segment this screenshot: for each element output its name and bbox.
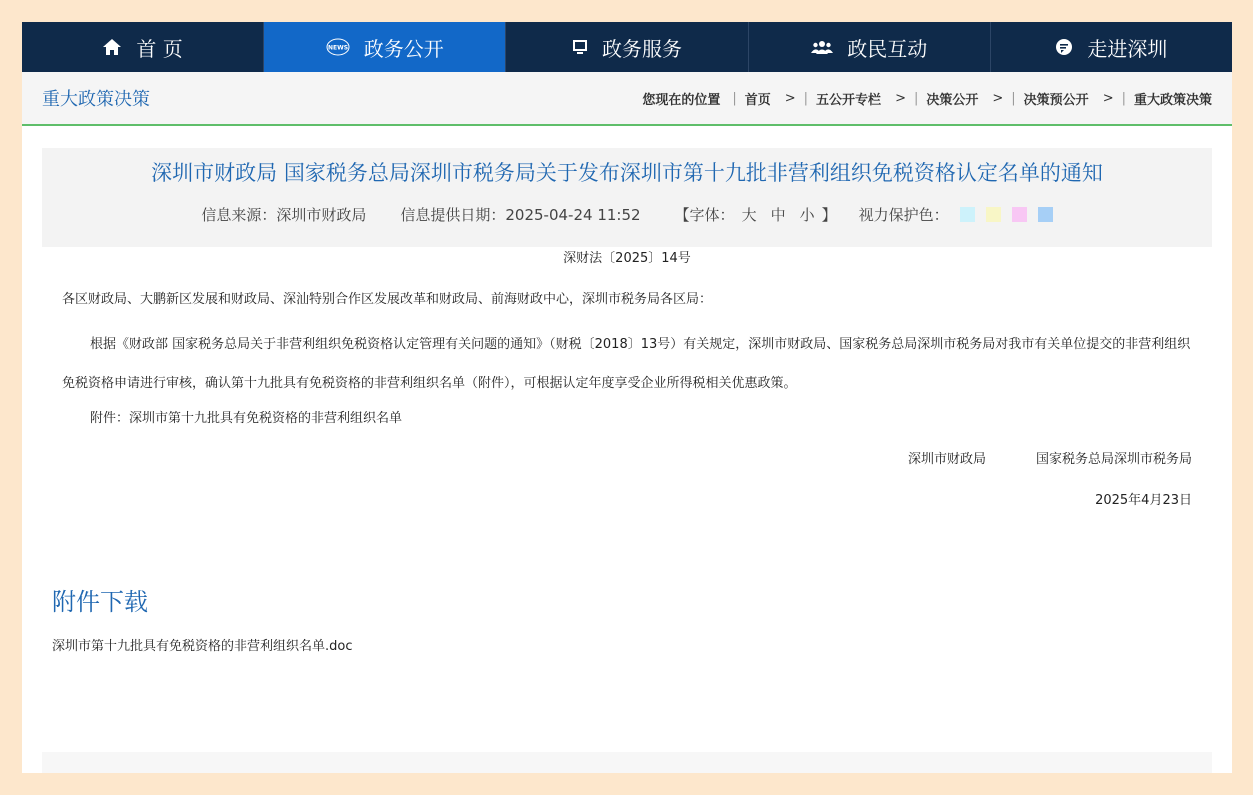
- top-nav: [22, 22, 1232, 72]
- nav-item-label: 政务服务: [602, 36, 682, 61]
- footer-strip: [42, 752, 1212, 773]
- main-paragraph: 根据《财政部 国家税务总局关于非营利组织免税资格认定管理有关问题的通知》（财税〔2018〕13号）有关规定，深圳市财政局、国家税务总局深圳市税务局对我市有关单位提交的非营利组织免税资格申请进行审核，确认第十九批具有免税资格的非营利组织名单（附件），可根据认定年度享受企业所得税相关优惠政策。: [62, 337, 1191, 391]
- nav-item-government-affairs-open[interactable]: [264, 22, 506, 72]
- attachment-line: 附件：深圳市第十九批具有免税资格的非营利组织名单: [90, 411, 403, 426]
- font-size-label-close: 】: [821, 206, 837, 224]
- font-size-medium-button[interactable]: 中: [770, 206, 786, 224]
- breadcrumb-arrow: >: [992, 90, 1004, 106]
- info-source: 信息来源：深圳市财政局: [201, 206, 367, 224]
- salutation: 各区财政局、大鹏新区发展和财政局、深汕特别合作区发展改革和财政局、前海财政中心，深圳市税务局各区局：: [62, 292, 713, 307]
- news-icon-text: NEWS: [327, 44, 348, 52]
- signer-finance-bureau: 深圳市财政局: [907, 452, 986, 467]
- nav-item-label: 政务公开: [363, 36, 444, 61]
- page-frame: [22, 22, 1232, 773]
- breadcrumb-home[interactable]: 首页: [744, 92, 771, 108]
- breadcrumb-five-open-column[interactable]: 五公开专栏: [816, 92, 882, 108]
- breadcrumb-divider: |: [1011, 90, 1016, 106]
- attachment-file-link[interactable]: 深圳市第十九批具有免税资格的非营利组织名单.doc: [52, 639, 353, 654]
- breadcrumb-divider: |: [1121, 90, 1126, 106]
- sign-date: 2025年4月23日: [1095, 493, 1192, 508]
- article-meta: [42, 204, 1212, 225]
- people-icon: [811, 39, 833, 55]
- breadcrumb-major-policy[interactable]: 重大政策决策: [1133, 92, 1212, 108]
- breadcrumb-label: 您现在的位置: [642, 92, 721, 108]
- eye-color-swatch-yellow[interactable]: [986, 207, 1001, 222]
- article-header: [42, 148, 1212, 247]
- sub-header-bar: [22, 72, 1232, 126]
- nav-item-label: 政民互动: [847, 36, 928, 61]
- breadcrumb-decision-open[interactable]: 决策公开: [926, 92, 979, 108]
- breadcrumb-divider: |: [732, 90, 737, 106]
- breadcrumb-decision-preview[interactable]: 决策预公开: [1023, 92, 1089, 108]
- info-date: 信息提供日期：2025-04-24 11:52: [400, 206, 641, 224]
- nav-item-label: 首 页: [136, 36, 183, 61]
- eye-color-swatch-blue[interactable]: [1038, 207, 1053, 222]
- article-body: [22, 247, 1232, 508]
- breadcrumb-divider: |: [913, 90, 919, 106]
- eye-color-swatch-cyan[interactable]: [960, 207, 975, 222]
- breadcrumb-divider: |: [803, 90, 809, 106]
- eye-color-swatch-pink[interactable]: [1012, 207, 1027, 222]
- article-title: 深圳市财政局 国家税务总局深圳市税务局关于发布深圳市第十九批非营利组织免税资格认定名单的通知: [151, 161, 1103, 185]
- signers: [62, 448, 1192, 467]
- breadcrumb: [642, 89, 1212, 108]
- font-size-large-button[interactable]: 大: [741, 206, 757, 224]
- font-size-small-button[interactable]: 小: [799, 206, 815, 224]
- nav-item-home[interactable]: [22, 22, 264, 72]
- nav-item-label: 走进深圳: [1087, 36, 1168, 61]
- monitor-icon: [572, 39, 588, 55]
- signer-tax-bureau: 国家税务总局深圳市税务局: [1035, 452, 1192, 467]
- breadcrumb-arrow: >: [895, 90, 906, 106]
- nav-item-citizen-interaction[interactable]: [749, 22, 991, 72]
- chat-bubble-icon: [1055, 38, 1073, 56]
- font-size-label-open: 【字体：: [674, 206, 735, 224]
- home-icon: [102, 38, 122, 56]
- news-icon: [326, 38, 350, 56]
- breadcrumb-arrow: >: [784, 90, 796, 106]
- section-title: 重大政策决策: [42, 89, 150, 110]
- downloads-title: 附件下载: [52, 588, 148, 616]
- nav-item-government-services[interactable]: [506, 22, 748, 72]
- eye-protection-label: 视力保护色：: [858, 206, 949, 224]
- nav-item-about-shenzhen[interactable]: [991, 22, 1232, 72]
- document-number: 深财法〔2025〕14号: [563, 251, 691, 266]
- breadcrumb-arrow: >: [1102, 90, 1114, 106]
